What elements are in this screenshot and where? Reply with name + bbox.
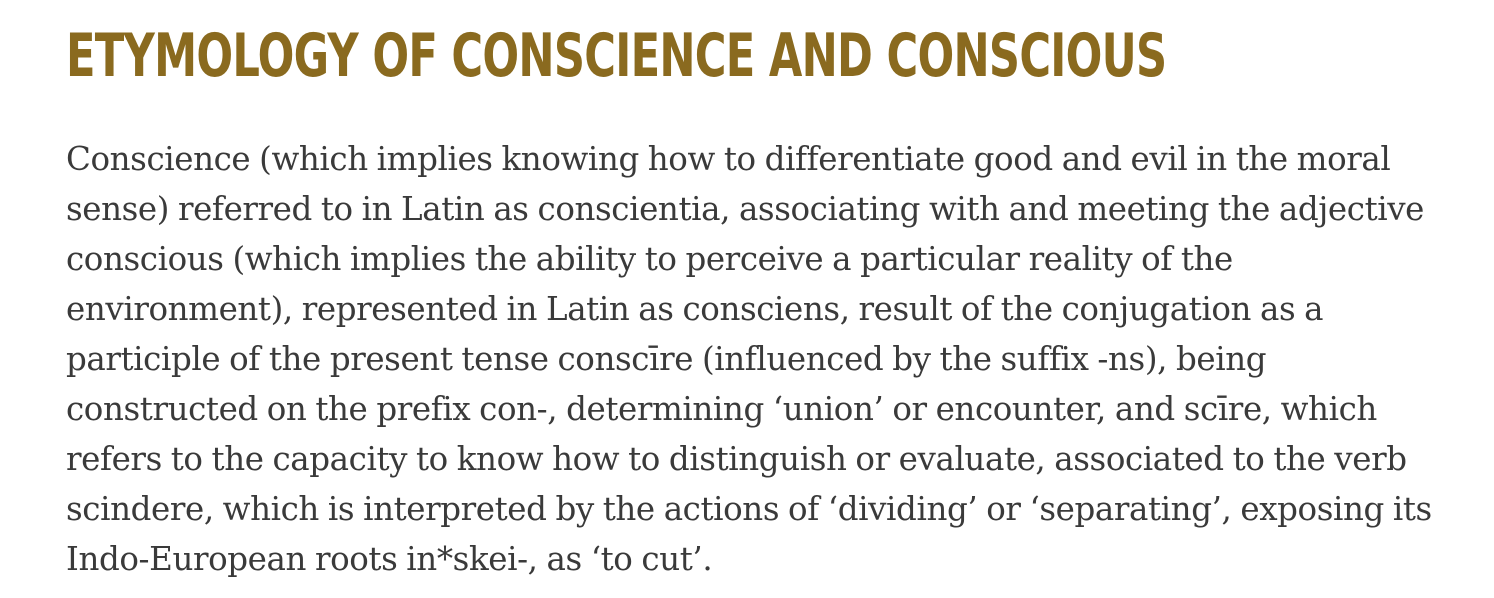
article-paragraph: Conscience (which implies knowing how to differentiate good and evil in the moral sense) referred to in Latin as conscientia, associating with and meeting the adjective conscious (which implies the ability to perceive a particular reality of the environment), represented in Latin as consciens, result of the conjugation as a participle of the present tense conscīre (influenced by the suffix -ns), being constructed on the prefix con-, determining ‘union’ or encounter, and scīre, which refers to the capacity to know how to distinguish or evaluate, associated to the verb scindere, which is interpreted by the actions of ‘dividing’ or ‘separating’, exposing its Indo-European roots in*skei-, as ‘to cut’. [66, 140, 1432, 578]
article-title: ETYMOLOGY OF CONSCIENCE AND CONSCIOUS [66, 21, 1167, 91]
article [66, 20, 1466, 584]
